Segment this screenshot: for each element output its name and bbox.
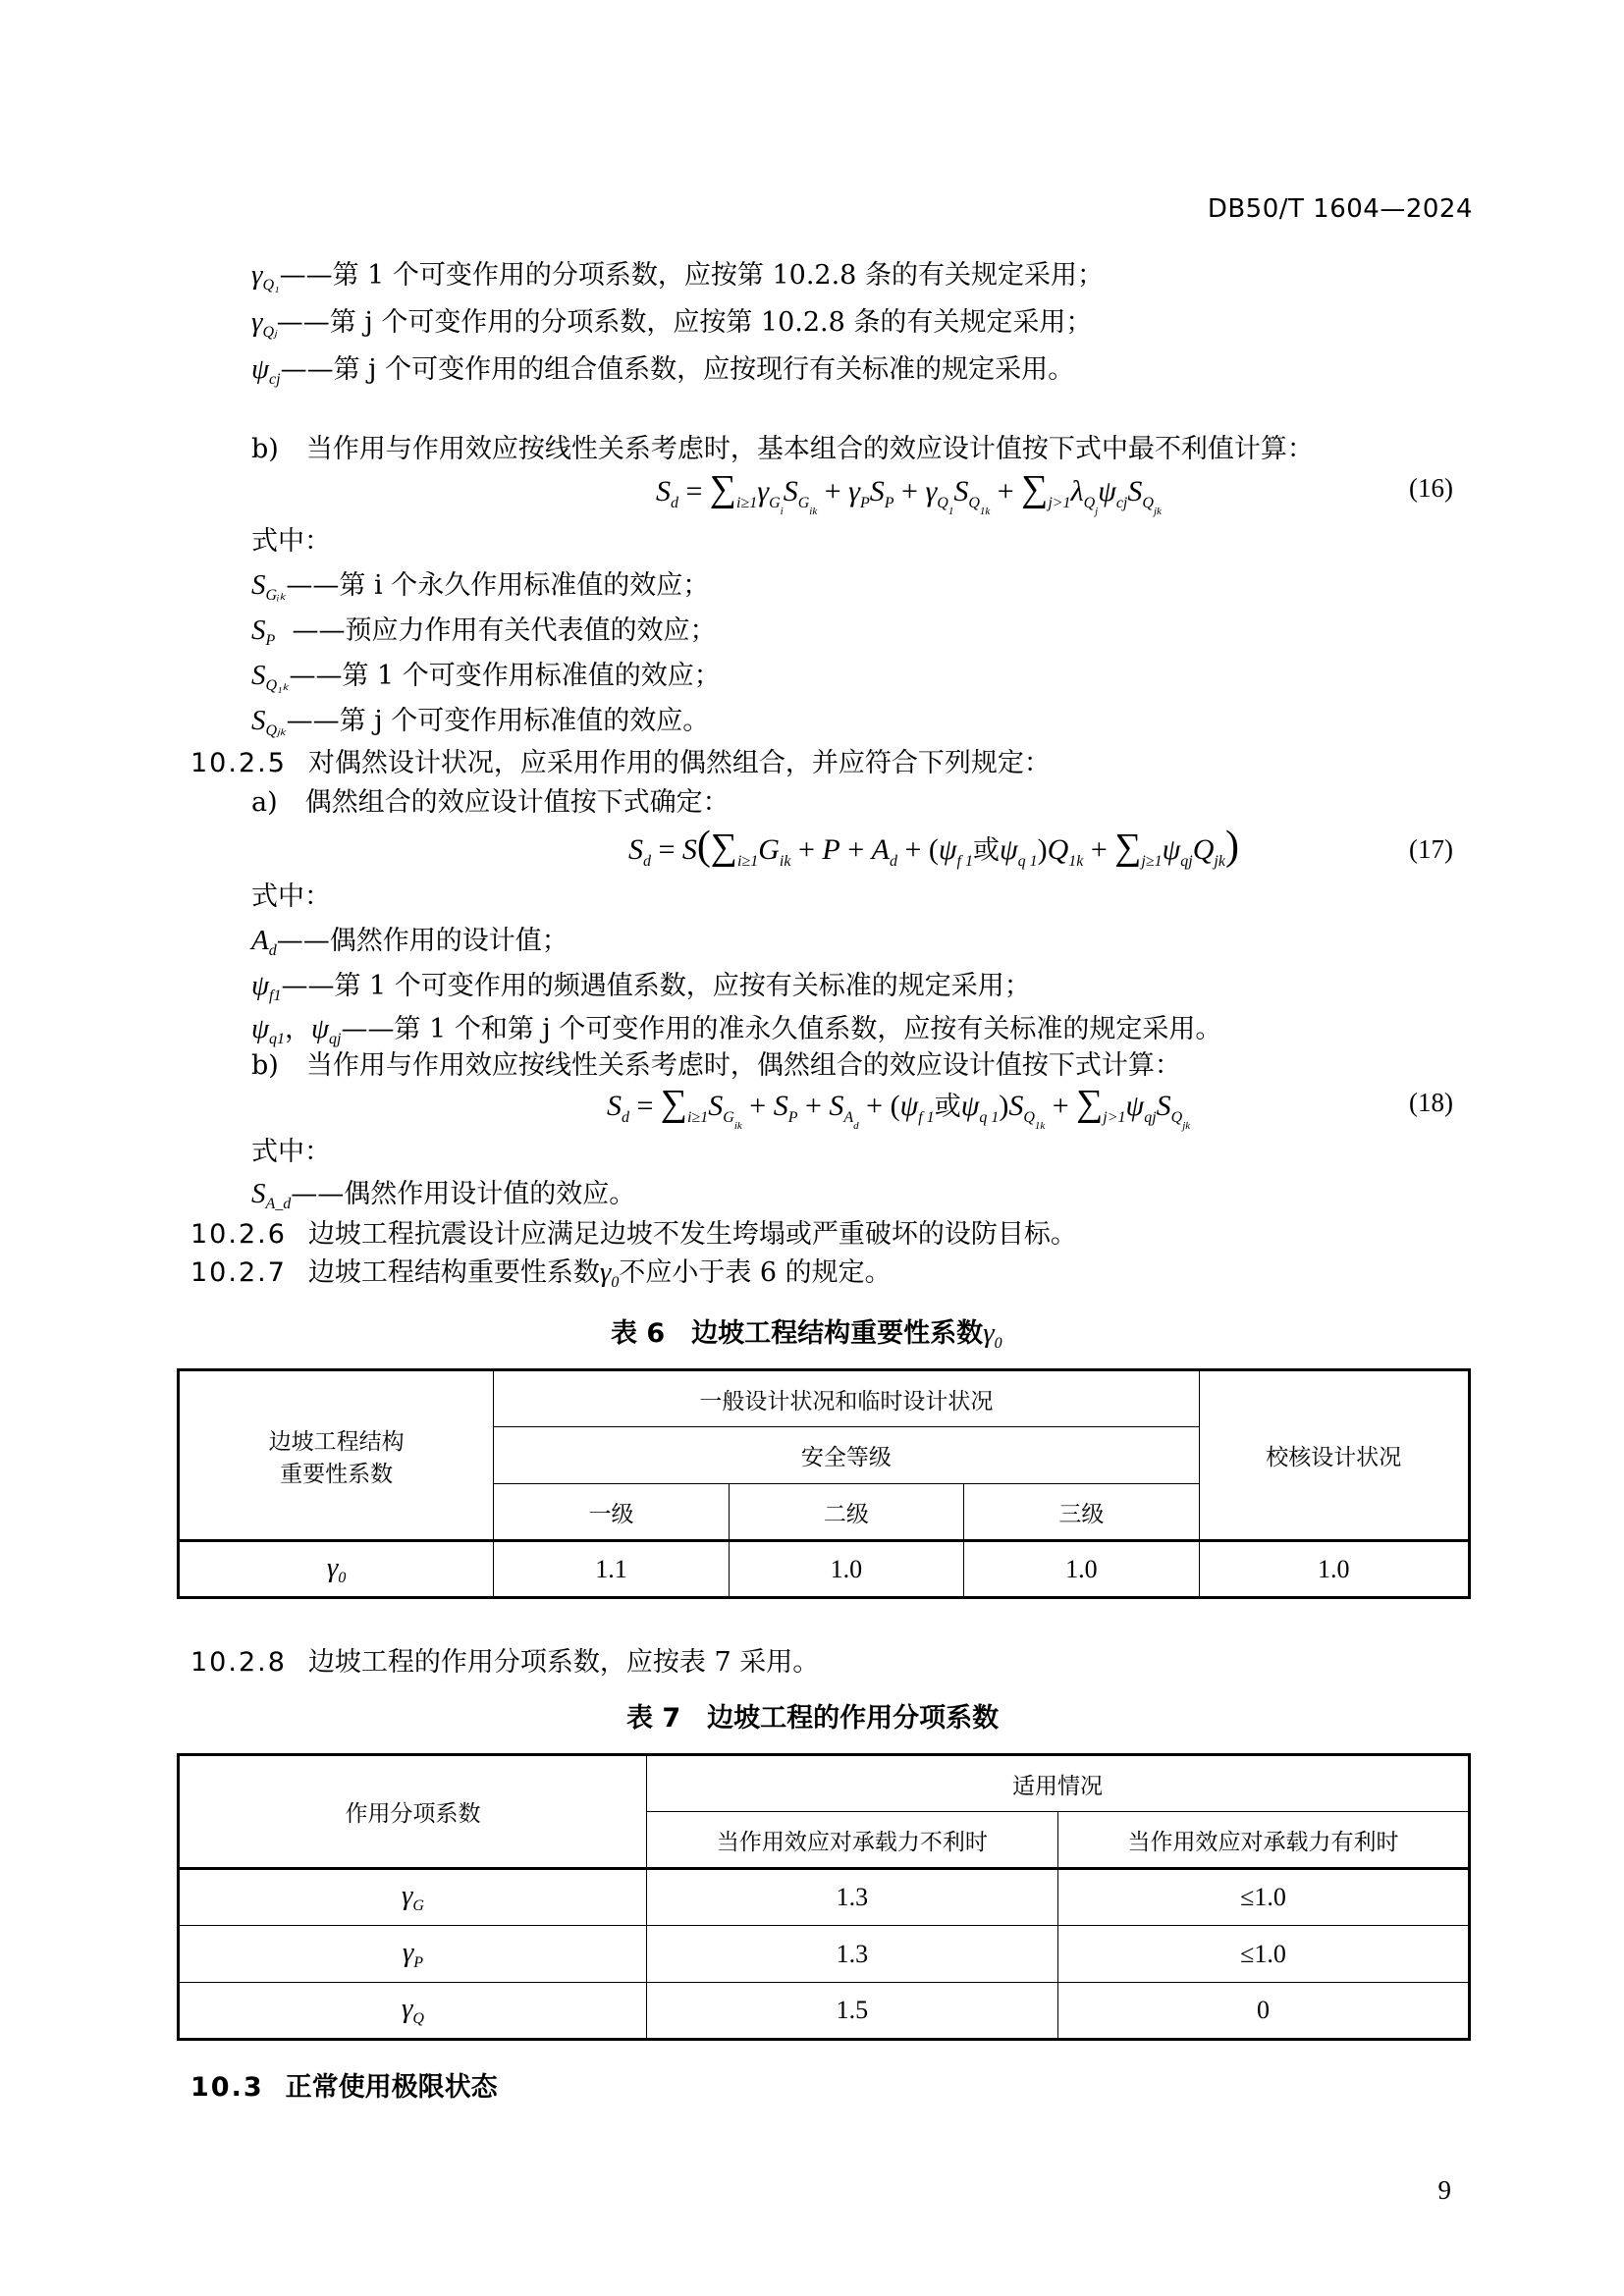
table-6-caption: 表 6 边坡工程结构重要性系数$\gamma_0$ [611, 1317, 1002, 1352]
def-s-q1k: $S_{Q_{1k}}——$第 1 个可变作用标准值的效应； [251, 660, 721, 694]
where-label-18: 式中： [251, 1137, 331, 1167]
table-6 [177, 1368, 1471, 1599]
item-b-linear-accidental: b) 当作用与作用效应按线性关系考虑时，偶然组合的效应设计值按下式计算： [251, 1050, 1181, 1081]
table-6-value: 1.1 [494, 1541, 729, 1598]
equation-16-number: (16) [1409, 473, 1453, 503]
equation-18: $S_d = \sum_{i\ge 1}S_{G_{ik}} + S_P + S_{A_d} + (\psi_{f 1}$或$\psi_{q 1})S_{Q_{1k}} + \sum_{j>1}\psi_{qj}S_{Q_{jk}}$ [607, 1083, 1191, 1132]
table-7-unfavorable-header: 当作用效应对承载力不利时 [646, 1812, 1057, 1869]
equation-17-number: (17) [1409, 834, 1453, 864]
table-row: $\gamma_Q$ 1.5 0 [179, 1983, 1470, 2040]
clause-10-2-8: 10.2.8 边坡工程的作用分项系数，应按表 7 采用。 [190, 1647, 820, 1678]
item-b-linear-basic: b) 当作用与作用效应按线性关系考虑时，基本组合的效应设计值按下式中最不利值计算： [251, 434, 1314, 464]
page-number: 9 [1437, 2175, 1451, 2205]
def-psi-cj: $\psi_{cj}——$第 j 个可变作用的组合值系数，应按现行有关标准的规定采用。 [251, 353, 1075, 388]
def-gamma-q1: $\gamma_{Q_1}——$第 1 个可变作用的分项系数，应按第 10.2.8 条的有关规定采用； [251, 259, 1104, 294]
table-6-grade-2: 二级 [729, 1484, 963, 1541]
table-6-gamma0-label: $\gamma_0$ [179, 1541, 494, 1598]
symbol: $\gamma_{Qⱼ}$ [251, 306, 277, 341]
where-label-17: 式中： [251, 881, 331, 912]
table-6-grade-1: 一级 [494, 1484, 729, 1541]
def-s-ad: $S_{A\_d}——$偶然作用设计值的效应。 [251, 1178, 636, 1212]
equation-16: $S_d = \sum_{i\ge 1}\gamma_{G_i}S_{G_{ik}} + \gamma_PS_P + \gamma_{Q_1}S_{Q_{1k}} + \sum_{j>1}\lambda_{Q_j}\psi_{cj}S_{Q_{jk}}$ [656, 468, 1162, 517]
table-6-safety-grade-header: 安全等级 [494, 1427, 1199, 1484]
clause-10-2-5: 10.2.5 对偶然设计状况，应采用作用的偶然组合，并应符合下列规定： [190, 748, 1051, 778]
clause-10-2-6: 10.2.6 边坡工程抗震设计应满足边坡不发生垮塌或严重破坏的设防目标。 [190, 1219, 1077, 1250]
def-s-p: $S_P$ ——预应力作用有关代表值的效应； [251, 614, 717, 649]
table-row: $\gamma_G$ 1.3 ≤1.0 [179, 1869, 1470, 1926]
clause-10-2-7: 10.2.7 边坡工程结构重要性系数$\gamma_0$不应小于表 6 的规定。 [190, 1256, 892, 1291]
table-6-value: 1.0 [964, 1541, 1199, 1598]
section-10-3-heading: 10.3 正常使用极限状态 [190, 2072, 498, 2103]
symbol: $\psi_{cj}$ [251, 353, 281, 388]
def-a-d: $A_d——$偶然作用的设计值； [251, 925, 568, 959]
doc-id-header: DB50/T 1604—2024 [1207, 194, 1473, 224]
table-6-group-header: 一般设计状况和临时设计状况 [494, 1370, 1199, 1427]
table-7-group-header: 适用情况 [646, 1755, 1469, 1812]
table-6-grade-3: 三级 [964, 1484, 1199, 1541]
def-s-qjk: $S_{Qⱼ_k}——$第 j 个可变作用标准值的效应。 [251, 705, 710, 739]
table-7-caption: 表 7 边坡工程的作用分项系数 [626, 1703, 1000, 1734]
equation-17: $S_d = S(\sum_{i\ge 1}G_{ik} + P + A_d + (\psi_{f 1}$或$\psi_{q 1})Q_{1k} + \sum_{j\ge 1}\psi_{qj}Q_{jk}$) [628, 824, 1239, 870]
table-6-value: 1.0 [1199, 1541, 1469, 1598]
table-7-col1-header: 作用分项系数 [179, 1755, 647, 1869]
where-label: 式中： [251, 526, 331, 557]
table-row: $\gamma_P$ 1.3 ≤1.0 [179, 1926, 1470, 1983]
table-6-value: 1.0 [729, 1541, 963, 1598]
equation-18-number: (18) [1409, 1088, 1453, 1117]
def-s-gik: $S_{Gᵢ_k}——$第 i 个永久作用标准值的效应； [251, 569, 710, 604]
table-7-favorable-header: 当作用效应对承载力有利时 [1057, 1812, 1469, 1869]
table-6-check-header: 校核设计状况 [1199, 1370, 1469, 1541]
table-6-row-header: 边坡工程结构 重要性系数 [179, 1370, 494, 1541]
def-psi-q1-qj: $\psi_{q1}$，$\psi_{qj}——$第 1 个和第 j 个可变作用的准永久值系数，应按有关标准的规定采用。 [251, 1013, 1222, 1047]
def-psi-f1: $\psi_{f1}——$第 1 个可变作用的频遇值系数，应按有关标准的规定采用； [251, 970, 1031, 1004]
def-gamma-qj: $\gamma_{Qⱼ}——$第 j 个可变作用的分项系数，应按第 10.2.8 条的有关规定采用； [251, 306, 1093, 341]
table-7 [177, 1753, 1471, 2041]
symbol: $\gamma_{Q_1}$ [251, 259, 280, 294]
item-a-accidental: a) 偶然组合的效应设计值按下式确定： [251, 787, 730, 818]
